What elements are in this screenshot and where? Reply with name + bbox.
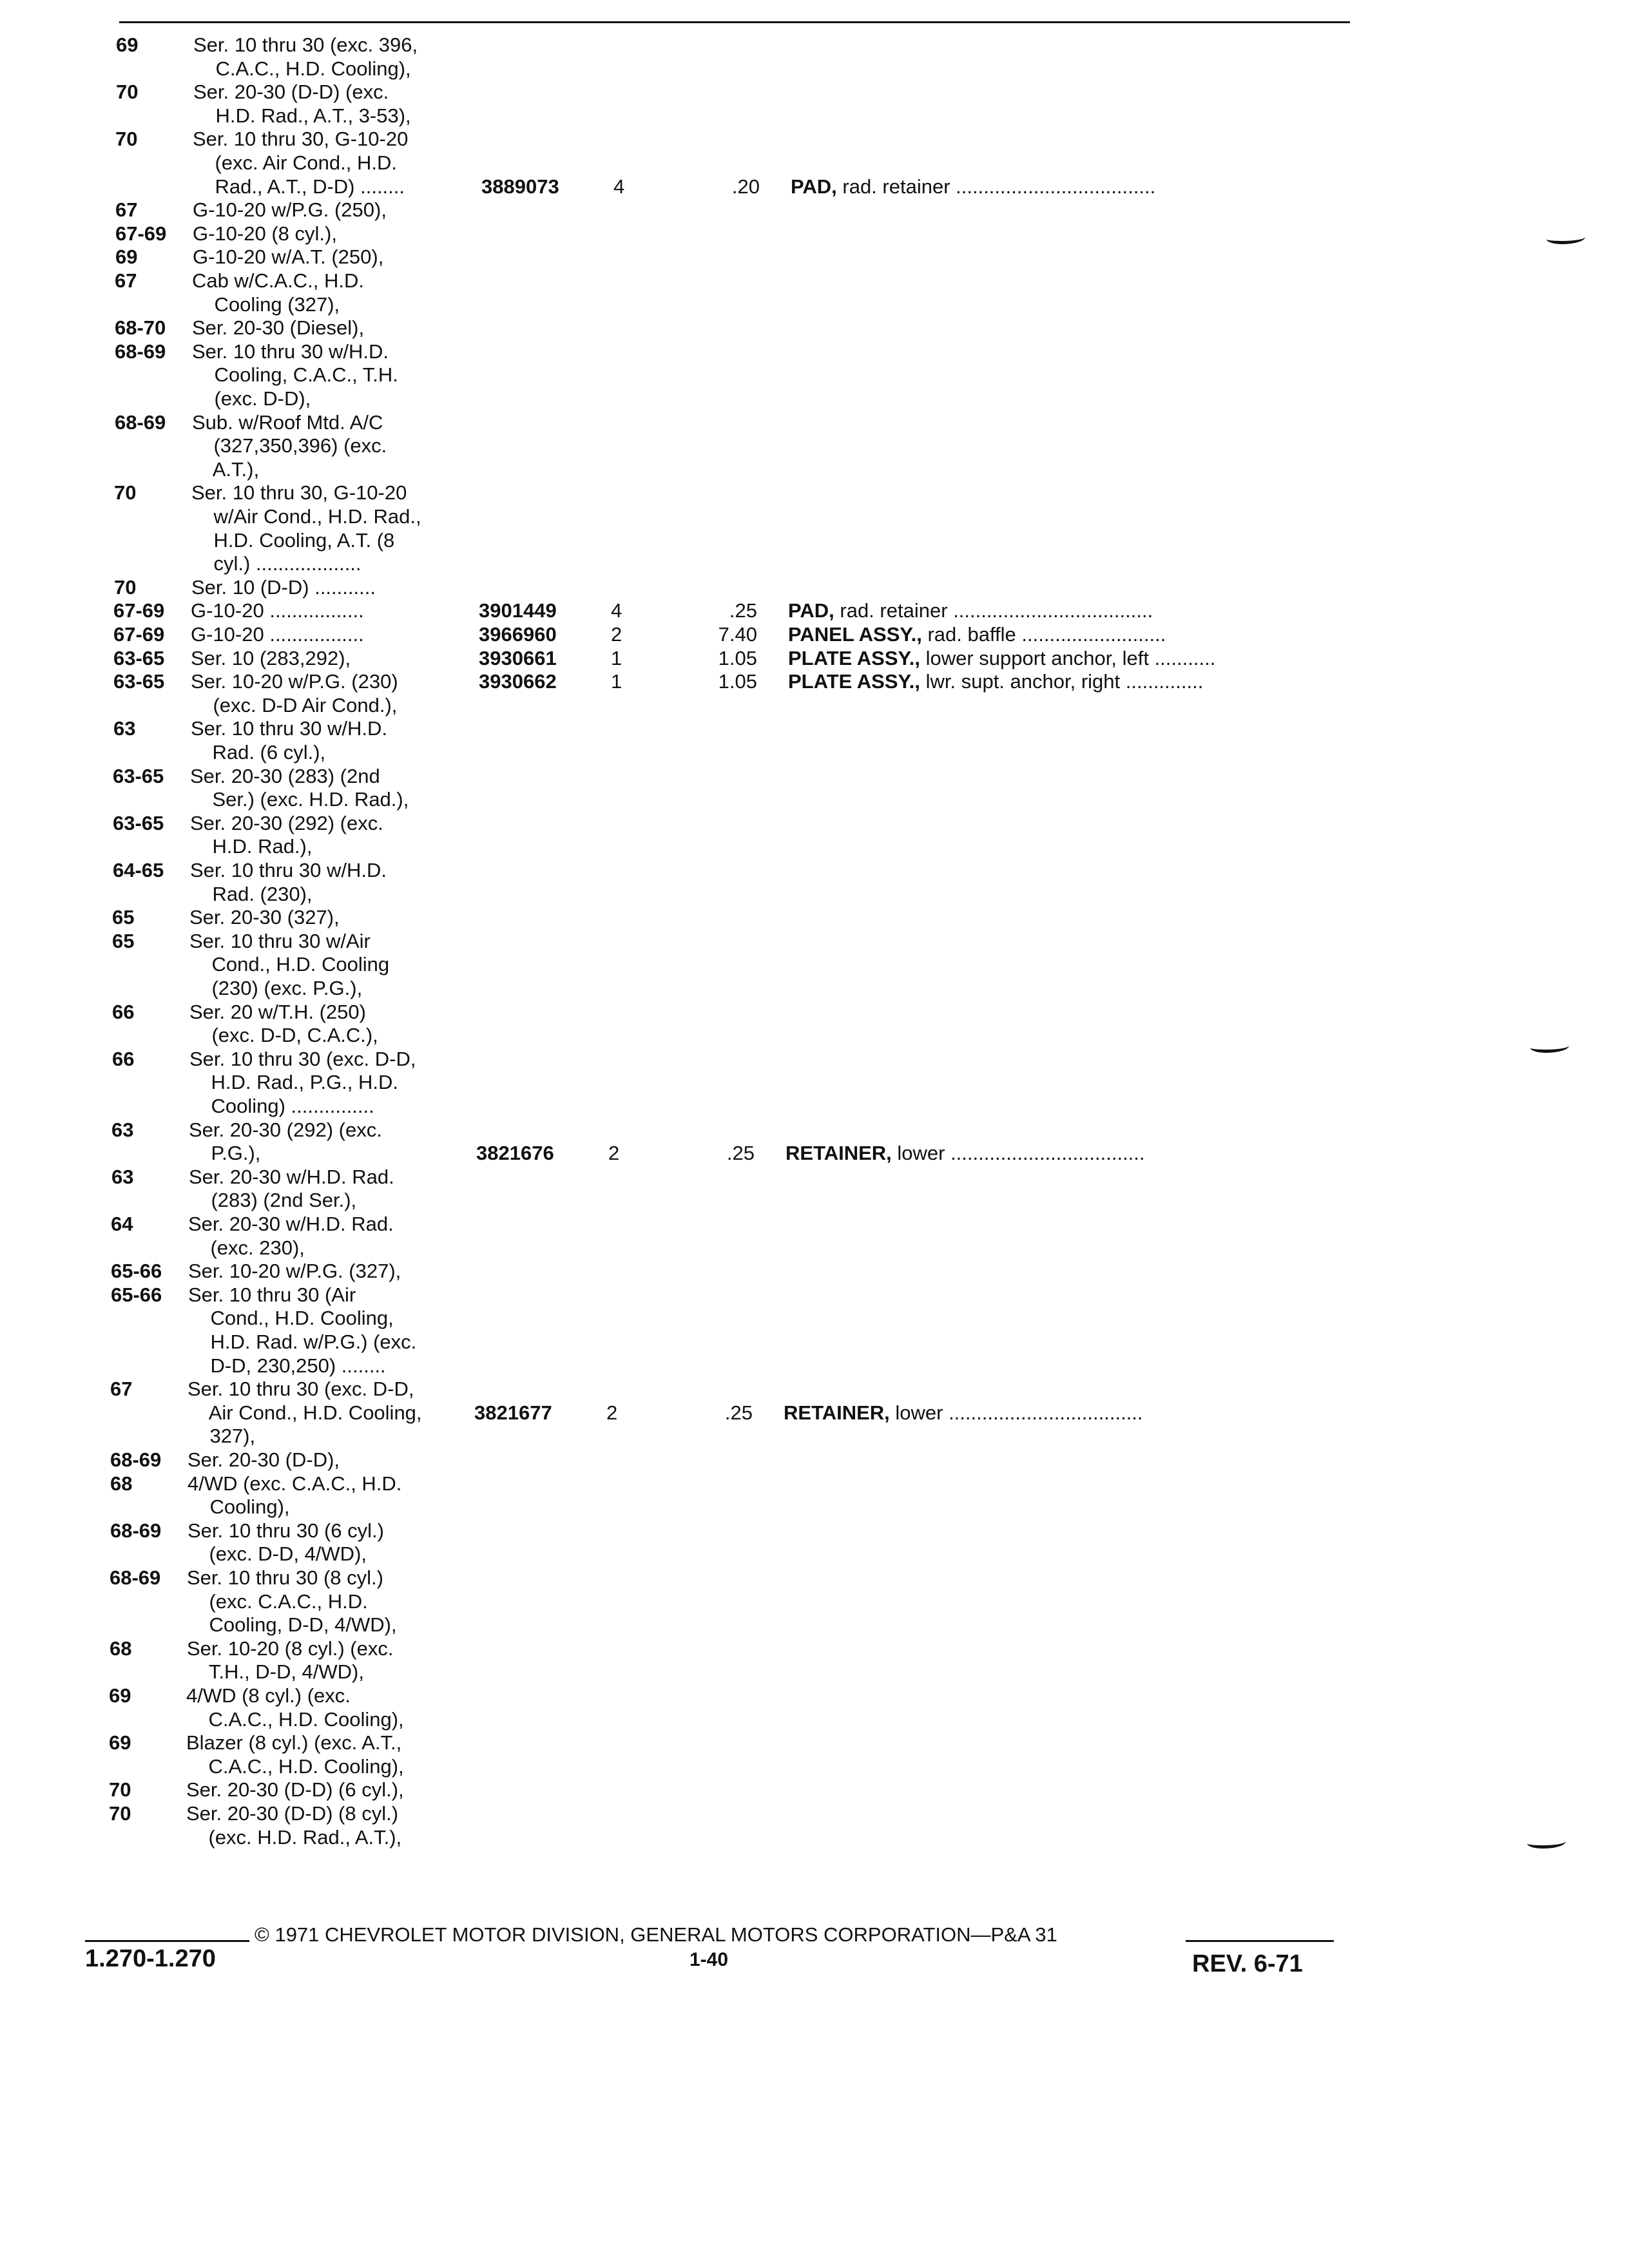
part-description bbox=[788, 647, 1349, 670]
part-description bbox=[784, 1401, 1344, 1425]
part-number: 3930661 bbox=[479, 646, 557, 669]
price: .25 bbox=[729, 599, 757, 622]
price: .20 bbox=[731, 175, 760, 198]
application-text: (exc. H.D. Rad., A.T.), bbox=[186, 1825, 402, 1849]
application-text: 4/WD (8 cyl.) (exc. bbox=[186, 1684, 351, 1707]
part-detail: rad. baffle .......................... bbox=[921, 623, 1166, 646]
application-text: Ser. 20-30 (292) (exc. bbox=[190, 811, 383, 834]
part-detail: lwr. supt. anchor, right .............. bbox=[920, 670, 1204, 693]
year-range: 70 bbox=[109, 1778, 131, 1802]
year-range: 64 bbox=[111, 1213, 133, 1235]
part-name: PANEL ASSY., bbox=[788, 623, 922, 646]
application-text: Ser. 10-20 (8 cyl.) (exc. bbox=[187, 1637, 394, 1660]
year-range: 68-69 bbox=[110, 1566, 161, 1589]
part-detail: lower ................................... bbox=[891, 1142, 1145, 1165]
part-name: PAD, bbox=[788, 599, 834, 622]
part-description bbox=[788, 623, 1349, 646]
year-range: 67-69 bbox=[113, 599, 165, 622]
year-range: 63-65 bbox=[113, 764, 164, 787]
application-text: (exc. D-D, C.A.C.), bbox=[189, 1024, 378, 1047]
application-text: T.H., D-D, 4/WD), bbox=[187, 1660, 364, 1684]
year-range: 68 bbox=[110, 1472, 133, 1495]
application-text: Ser. 20-30 (283) (2nd bbox=[190, 764, 380, 787]
application-text: G-10-20 w/P.G. (250), bbox=[193, 198, 387, 222]
footer-revision: REV. 6-71 bbox=[1192, 1950, 1303, 1977]
year-range: 63-65 bbox=[113, 811, 164, 834]
application-text: cyl.) ................... bbox=[191, 552, 361, 575]
year-range: 63 bbox=[111, 1118, 134, 1141]
application-text: P.G.), bbox=[189, 1142, 261, 1165]
application-text: G-10-20 (8 cyl.), bbox=[193, 222, 337, 245]
year-range: 68-69 bbox=[110, 1448, 162, 1471]
part-name: RETAINER, bbox=[786, 1142, 892, 1165]
quantity: 2 bbox=[611, 623, 622, 646]
year-range: 63 bbox=[111, 1165, 134, 1188]
application-text: Ser. 10 thru 30 w/H.D. bbox=[191, 717, 387, 740]
footer-rule-left bbox=[85, 1940, 249, 1942]
part-detail: lower support anchor, left ........... bbox=[920, 646, 1216, 669]
application-text: Ser. 10 thru 30 (exc. 396, bbox=[193, 34, 418, 56]
application-text: w/Air Cond., H.D. Rad., bbox=[191, 505, 421, 528]
application-text: Ser. 10-20 w/P.G. (327), bbox=[188, 1260, 401, 1283]
year-range: 69 bbox=[116, 34, 139, 56]
application-text: Cond., H.D. Cooling, bbox=[188, 1307, 394, 1330]
year-range: 63 bbox=[113, 717, 136, 740]
footer-rule-right bbox=[1186, 1940, 1334, 1942]
part-description bbox=[786, 1142, 1346, 1165]
application-text: Ser. 10 thru 30, G-10-20 bbox=[191, 481, 407, 505]
application-text: Ser. 20-30 (327), bbox=[189, 906, 340, 929]
part-name: PLATE ASSY., bbox=[788, 646, 920, 669]
application-text: Cooling (327), bbox=[192, 293, 340, 316]
year-range: 65-66 bbox=[111, 1283, 162, 1306]
application-text: C.A.C., H.D. Cooling), bbox=[186, 1754, 404, 1778]
year-range: 67-69 bbox=[115, 222, 167, 245]
part-detail: lower ................................... bbox=[889, 1401, 1143, 1424]
application-text: 327), bbox=[188, 1425, 256, 1448]
application-text: Ser.) (exc. H.D. Rad.), bbox=[190, 788, 409, 811]
application-text: Ser. 10 thru 30, G-10-20 bbox=[193, 128, 409, 151]
year-range: 63-65 bbox=[113, 646, 165, 669]
price: 7.40 bbox=[718, 623, 757, 646]
application-text: (exc. D-D), bbox=[192, 387, 311, 410]
application-text: Ser. 10 thru 30 w/H.D. bbox=[192, 340, 389, 363]
application-text: Ser. 10 (D-D) ........... bbox=[191, 575, 376, 599]
application-text: Rad., A.T., D-D) ........ bbox=[193, 175, 405, 198]
application-text: Cooling, D-D, 4/WD), bbox=[187, 1613, 397, 1637]
footer-page-number: 1-40 bbox=[689, 1949, 729, 1970]
year-range: 64-65 bbox=[113, 859, 164, 881]
application-text: G-10-20 w/A.T. (250), bbox=[193, 245, 384, 269]
year-range: 66 bbox=[112, 1047, 135, 1070]
application-text: Cab w/C.A.C., H.D. bbox=[192, 269, 364, 292]
application-text: Ser. 20-30 (D-D) (6 cyl.), bbox=[186, 1778, 404, 1802]
price: .25 bbox=[724, 1401, 753, 1424]
part-number: 3901449 bbox=[479, 599, 557, 622]
quantity: 4 bbox=[613, 175, 625, 198]
application-text: G-10-20 ................. bbox=[191, 623, 364, 646]
year-range: 70 bbox=[115, 128, 138, 151]
quantity: 1 bbox=[611, 646, 622, 669]
application-text: (283) (2nd Ser.), bbox=[189, 1189, 357, 1212]
application-text: Cooling), bbox=[188, 1495, 290, 1519]
part-name: PAD, bbox=[791, 175, 837, 198]
application-text: C.A.C., H.D. Cooling), bbox=[193, 57, 411, 80]
application-text: Ser. 20 w/T.H. (250) bbox=[189, 1000, 366, 1023]
application-text: Ser. 20-30 w/H.D. Rad. bbox=[189, 1165, 394, 1188]
application-text: Rad. (230), bbox=[190, 882, 313, 905]
application-text: Ser. 20-30 w/H.D. Rad. bbox=[188, 1213, 394, 1235]
application-text: Cond., H.D. Cooling bbox=[189, 953, 390, 976]
application-text: Ser. 20-30 (D-D), bbox=[188, 1448, 340, 1471]
application-text: Ser. 10 thru 30 (Air bbox=[188, 1283, 356, 1306]
application-text: Rad. (6 cyl.), bbox=[190, 741, 326, 764]
application-text: (327,350,396) (exc. bbox=[191, 434, 387, 457]
application-text: Air Cond., H.D. Cooling, bbox=[188, 1401, 422, 1424]
application-text: Ser. 10 (283,292), bbox=[191, 646, 351, 669]
part-number: 3930662 bbox=[479, 670, 557, 693]
application-text: Ser. 10 thru 30 (exc. D-D, bbox=[188, 1378, 414, 1401]
year-range: 65-66 bbox=[111, 1260, 162, 1283]
application-text: D-D, 230,250) ........ bbox=[188, 1354, 386, 1377]
application-text: (exc. Air Cond., H.D. bbox=[193, 151, 397, 174]
scan-mark bbox=[1527, 1836, 1566, 1849]
part-number: 3966960 bbox=[479, 623, 557, 646]
year-range: 70 bbox=[109, 1802, 131, 1825]
quantity: 4 bbox=[611, 599, 622, 622]
year-range: 69 bbox=[109, 1684, 131, 1707]
application-text: H.D. Rad. w/P.G.) (exc. bbox=[188, 1331, 417, 1353]
year-range: 65 bbox=[112, 906, 135, 929]
top-rule bbox=[119, 21, 1350, 23]
application-text: Ser. 20-30 (Diesel), bbox=[192, 316, 365, 340]
application-text: Cooling, C.A.C., T.H. bbox=[192, 363, 398, 387]
part-description bbox=[791, 175, 1351, 198]
application-text: (exc. 230), bbox=[188, 1236, 305, 1259]
application-text: Cooling) ............... bbox=[189, 1095, 374, 1117]
part-name: PLATE ASSY., bbox=[788, 670, 920, 693]
application-text: G-10-20 ................. bbox=[191, 599, 364, 622]
part-description bbox=[788, 670, 1349, 693]
application-text: (230) (exc. P.G.), bbox=[189, 977, 363, 999]
year-range: 68 bbox=[110, 1637, 132, 1660]
application-text: (exc. C.A.C., H.D. bbox=[187, 1590, 368, 1613]
year-range: 69 bbox=[109, 1731, 131, 1754]
year-range: 68-69 bbox=[115, 410, 166, 434]
year-range: 68-69 bbox=[115, 340, 166, 363]
year-range: 63-65 bbox=[113, 670, 165, 693]
application-text: Ser. 10 thru 30 (6 cyl.) bbox=[188, 1519, 384, 1542]
application-text: Sub. w/Roof Mtd. A/C bbox=[192, 410, 383, 434]
application-text: Ser. 10 thru 30 w/H.D. bbox=[190, 859, 387, 881]
scan-mark bbox=[1547, 232, 1585, 244]
year-range: 70 bbox=[114, 575, 137, 599]
year-range: 67 bbox=[110, 1378, 133, 1401]
quantity: 2 bbox=[608, 1142, 620, 1165]
application-text: A.T.), bbox=[191, 457, 260, 481]
part-number: 3821677 bbox=[474, 1401, 552, 1424]
year-range: 70 bbox=[116, 81, 139, 104]
quantity: 1 bbox=[611, 670, 622, 693]
year-range: 67-69 bbox=[113, 623, 165, 646]
year-range: 70 bbox=[114, 481, 137, 505]
quantity: 2 bbox=[606, 1401, 618, 1424]
application-text: H.D. Cooling, A.T. (8 bbox=[191, 528, 395, 552]
part-detail: rad. retainer .................................... bbox=[836, 175, 1156, 198]
application-text: Ser. 20-30 (D-D) (8 cyl.) bbox=[186, 1802, 399, 1825]
application-text: H.D. Rad., P.G., H.D. bbox=[189, 1071, 399, 1094]
price: 1.05 bbox=[718, 670, 757, 693]
part-number: 3821676 bbox=[476, 1142, 554, 1165]
application-text: (exc. D-D Air Cond.), bbox=[191, 693, 398, 716]
year-range: 68-69 bbox=[110, 1519, 162, 1542]
application-text: Ser. 10 thru 30 w/Air bbox=[189, 929, 371, 952]
part-number: 3889073 bbox=[481, 175, 559, 198]
application-text: Ser. 20-30 (292) (exc. bbox=[189, 1118, 382, 1141]
part-description bbox=[788, 599, 1349, 622]
scan-mark bbox=[1530, 1041, 1569, 1053]
part-name: RETAINER, bbox=[784, 1401, 890, 1424]
application-text: 4/WD (exc. C.A.C., H.D. bbox=[188, 1472, 402, 1495]
footer-group-number: 1.270-1.270 bbox=[85, 1945, 216, 1972]
part-detail: rad. retainer .................................... bbox=[834, 599, 1153, 622]
application-text: Ser. 10-20 w/P.G. (230) bbox=[191, 670, 398, 693]
year-range: 67 bbox=[115, 269, 137, 292]
year-range: 69 bbox=[115, 245, 138, 269]
year-range: 67 bbox=[115, 198, 138, 222]
application-text: Ser. 10 thru 30 (8 cyl.) bbox=[187, 1566, 383, 1589]
price: 1.05 bbox=[718, 646, 757, 669]
application-text: Ser. 10 thru 30 (exc. D-D, bbox=[189, 1047, 416, 1070]
application-text: Ser. 20-30 (D-D) (exc. bbox=[193, 81, 389, 104]
application-text: H.D. Rad.), bbox=[190, 835, 313, 858]
footer-copyright: © 1971 CHEVROLET MOTOR DIVISION, GENERAL MOTORS CORPORATION—P&A 31 bbox=[255, 1923, 1057, 1946]
price: .25 bbox=[726, 1142, 755, 1165]
application-text: Blazer (8 cyl.) (exc. A.T., bbox=[186, 1731, 402, 1754]
year-range: 65 bbox=[112, 929, 135, 952]
year-range: 66 bbox=[112, 1000, 135, 1023]
year-range: 68-70 bbox=[115, 316, 166, 340]
application-text: (exc. D-D, 4/WD), bbox=[187, 1542, 367, 1566]
application-text: H.D. Rad., A.T., 3-53), bbox=[193, 104, 411, 127]
application-text: C.A.C., H.D. Cooling), bbox=[186, 1707, 404, 1731]
